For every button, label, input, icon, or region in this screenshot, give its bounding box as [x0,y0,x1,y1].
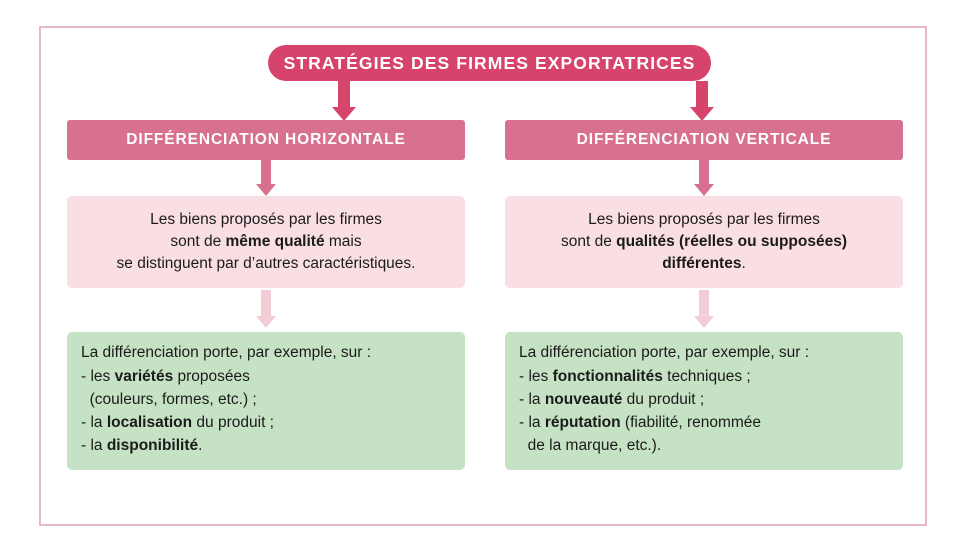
statement-box-horizontal [67,196,465,288]
statement-emphasis: qualités (réelles ou supposées) [616,233,847,250]
list-emphasis: nouveauté [544,390,623,408]
arrow-stem [699,160,709,184]
list-box-horizontal [67,332,465,470]
statement-emphasis: même qualité [225,233,325,250]
statement-line: se distinguent par d’autres caractéristiques. [116,255,416,272]
statement-line: sont de même qualité mais [170,233,362,250]
diagram-title: STRATÉGIES DES FIRMES EXPORTATRICES [268,45,711,81]
statement-line: sont de qualités (réelles ou supposées) [560,233,847,250]
list-horizontal [81,366,451,458]
statement-box-vertical [505,196,903,288]
list-item: - la localisation du produit ; [81,413,274,431]
column-header-vertical: DIFFÉRENCIATION VERTICALE [505,120,903,160]
arrow-stem [338,81,350,107]
list-box-vertical [505,332,903,470]
list-lead-horizontal: La différenciation porte, par exemple, sur : [81,344,372,361]
arrow-head [694,316,714,328]
statement-line: Les biens proposés par les firmes [150,211,382,228]
arrow-head [256,316,276,328]
arrow-head [332,107,356,121]
statement-line: différentes. [662,255,746,272]
list-lead-vertical: La différenciation porte, par exemple, sur : [519,344,810,361]
list-item: - les variétés proposées (couleurs, formes, etc.) ; [81,367,257,408]
statement-line: Les biens proposés par les firmes [588,211,820,228]
list-emphasis: réputation [544,413,621,431]
list-item: - les fonctionnalités techniques ; [519,367,751,385]
arrow-head [694,184,714,196]
arrow-head [256,184,276,196]
list-item: - la réputation (fiabilité, renommée de la marque, etc.). [519,413,762,454]
list-emphasis: localisation [106,413,193,431]
list-emphasis: fonctionnalités [552,367,663,385]
statement-text-vertical [561,209,847,275]
list-item: - la disponibilité. [81,436,203,454]
arrow-stem [261,290,271,316]
diagram-frame [39,26,927,526]
arrow-stem [696,81,708,107]
arrow-stem [261,160,271,184]
arrow-stem [699,290,709,316]
list-item: - la nouveauté du produit ; [519,390,705,408]
list-emphasis: disponibilité [106,436,199,454]
statement-emphasis: différentes [662,255,742,272]
column-header-horizontal: DIFFÉRENCIATION HORIZONTALE [67,120,465,160]
list-emphasis: variétés [114,367,174,385]
arrow-head [690,107,714,121]
list-vertical [519,366,889,458]
statement-text-horizontal [117,209,416,275]
